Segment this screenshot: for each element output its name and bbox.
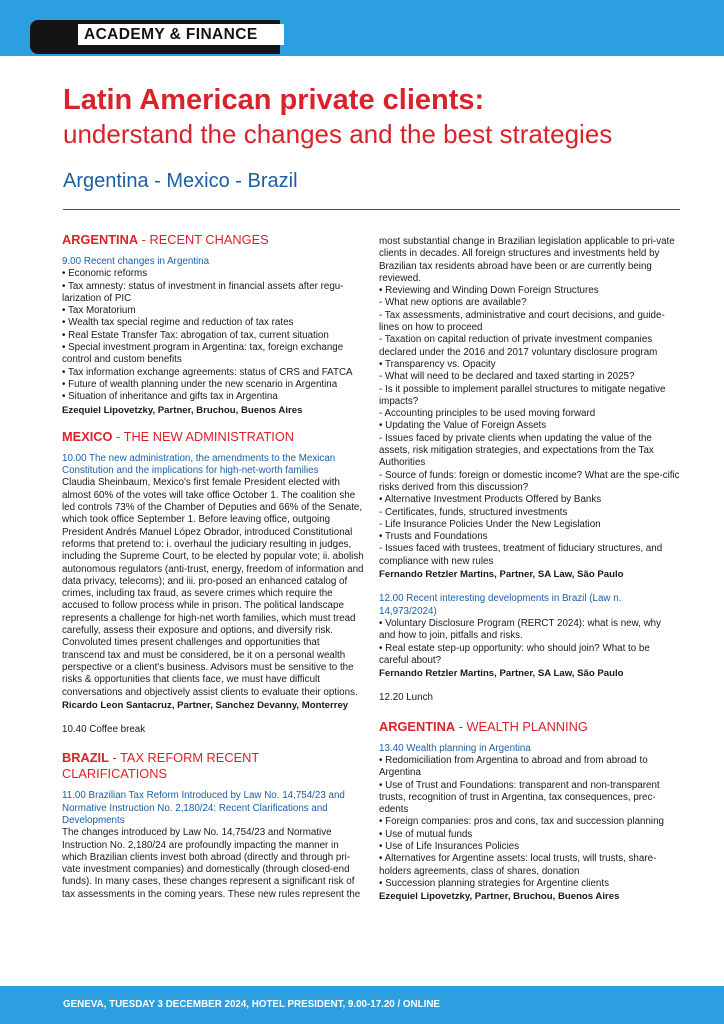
- section-heading-mexico: MEXICO - THE NEW ADMINISTRATION: [62, 428, 295, 444]
- title-divider: [63, 209, 680, 210]
- page-title: Latin American private clients:: [63, 84, 485, 116]
- speaker: Fernando Retzler Martins, Partner, SA Law, São Paulo: [379, 569, 624, 581]
- list-item: • Tax information exchange agreements: status of CRS and FATCA: [62, 366, 353, 378]
- list-item: - Life Insurance Policies Under the New Legislation: [379, 518, 601, 530]
- list-item: • Special investment program in Argentina: tax, foreign exchange control and custom benefits: [62, 342, 344, 366]
- session-title-wealth-planning: 13.40 Wealth planning in Argentina: [379, 742, 531, 754]
- list-item: • Tax amnesty: status of investment in financial assets after regu-larization of PIC: [62, 280, 344, 304]
- list-item: • Transparency vs. Opacity: [379, 358, 496, 370]
- list-item: • Real estate step-up opportunity: who should join? What to be careful about?: [379, 642, 650, 666]
- session-body: most substantial change in Brazilian legislation applicable to pri-vate clients in decades. All foreign structures and investments held by Brazilian tax residents abroad have been or are currently being reviewed.: [379, 236, 675, 284]
- list-item: • Succession planning strategies for Argentine clients: [379, 877, 609, 889]
- list-item: • Future of wealth planning under the new scenario in Argentina: [62, 378, 338, 390]
- list-item: • Economic reforms: [62, 268, 148, 280]
- list-item: • Situation of inheritance and gifts tax in Argentina: [62, 391, 278, 403]
- list-item: - Issues faced by private clients when updating the value of the assets, risk mitigation strategies, and expectations from the Tax Authorities: [379, 432, 654, 469]
- list-item: • Real Estate Transfer Tax: abrogation of tax, current situation: [62, 329, 329, 341]
- section-heading-argentina-wealth: ARGENTINA - WEALTH PLANNING: [379, 718, 588, 734]
- speaker: Ricardo Leon Santacruz, Partner, Sanchez Devanny, Monterrey: [62, 699, 349, 711]
- session-title-brazil-developments: 12.00 Recent interesting developments in Brazil (Law n. 14,973/2024): [379, 593, 622, 617]
- list-item: - Accounting principles to be used moving forward: [379, 408, 596, 420]
- speaker: Fernando Retzler Martins, Partner, SA Law, São Paulo: [379, 668, 624, 680]
- session-body: The changes introduced by Law No. 14,754/23 and Normative Instruction No. 2,180/24 are profoundly impacting the manner in which Brazilian clients invest both abroad (directly and through pri-vate investment companies) and domestically (through closed-end funds). In many cases, these changes represent a significant risk of tax assessments in the coming years. These new rules represent the: [62, 827, 361, 900]
- list-item: - Is it possible to implement parallel structures to mitigate negative impacts?: [379, 383, 666, 407]
- section-heading-argentina-recent: ARGENTINA - RECENT CHANGES: [62, 232, 269, 247]
- list-item: • Trusts and Foundations: [379, 531, 488, 543]
- section-heading-brazil: BRAZIL - TAX REFORM RECENT CLARIFICATIONS: [62, 750, 259, 782]
- list-item: - What will need to be declared and taxed starting in 2025?: [379, 371, 635, 383]
- list-item: - What new options are available?: [379, 297, 527, 309]
- left-column: [62, 232, 364, 901]
- list-item: • Use of Trust and Foundations: transparent and non-transparent trusts, recognition of trust in Argentina, tax consequences, prec-edents: [379, 779, 660, 816]
- speaker: Ezequiel Lipovetzky, Partner, Bruchou, Buenos Aires: [379, 891, 620, 903]
- list-item: - Certificates, funds, structured investments: [379, 506, 568, 518]
- list-item: - Taxation on capital reduction of private investment companies declared under the 2016 and 2017 voluntary disclosure program: [379, 334, 658, 358]
- section-badge: [30, 20, 280, 54]
- session-title-brazil-reform: 11.00 Brazilian Tax Reform Introduced by Law No. 14,754/23 and Normative Instruction No. 2,180/24: Recent Clarifications and Developments: [62, 790, 345, 826]
- list-item: • Tax Moratorium: [62, 305, 136, 317]
- list-item: • Updating the Value of Foreign Assets: [379, 420, 547, 432]
- list-item: - Issues faced with trustees, treatment of fiduciary structures, and compliance with new rules: [379, 543, 663, 567]
- session-body: Claudia Sheinbaum, Mexico's first female President elected with almost 60% of the votes will take office October 1. The coalition she led controls 73% of the Chamber of Deputies and 66% of the Senate, which took office September 1. Before leaving office, outgoing President Andrés Manuel López Obrador, introduced Constitutional reforms that pretend to: i. overhaul the judiciary resulting in judges, including the Supreme Court, to be elected by popular vote; ii. abolish autonomous regulators (anti-trust, energy, freedom of information and data privacy, telecoms); and iii. pro-posed an enhanced catalog of crimes, including tax fraud, as severe crimes which require the accused to follow process while in prison. The political landscape represents a challenge for high-net worth families, which must tread carefully, assess their exposure and options, and diversify risk. Convoluted times present challenges and opportunities that transcend tax and must be considered, be it on a personal wealth perspective or a client's business. Advisors must be sensitive to the risks & opportunities that clients face, we must have difficult conversations and objectively assist clients to evaluate their options.: [62, 477, 364, 698]
- list-item: • Use of Life Insurances Policies: [379, 841, 520, 853]
- list-item: • Wealth tax special regime and reduction of tax rates: [62, 317, 294, 329]
- list-item: • Alternatives for Argentine assets: local trusts, will trusts, share-holders agreements, class of shares, donation: [379, 853, 657, 877]
- session-title-recent-changes: 9.00 Recent changes in Argentina: [62, 256, 210, 267]
- coffee-break: 10.40 Coffee break: [62, 724, 146, 736]
- footer-bar: GENEVA, TUESDAY 3 DECEMBER 2024, HOTEL PRESIDENT, 9.00-17.20 / ONLINE: [0, 986, 724, 1024]
- speaker: Ezequiel Lipovetzky, Partner, Bruchou, Buenos Aires: [62, 404, 303, 416]
- session-title-mexico: 10.00 The new administration, the amendments to the Mexican Constitution and the implications for high-net-worth families: [62, 452, 336, 477]
- list-item: - Source of funds: foreign or domestic income? What are the spe-cific risks derived from this discussion?: [379, 469, 680, 493]
- list-item: • Reviewing and Winding Down Foreign Structures: [379, 285, 599, 297]
- page-subtitle: understand the changes and the best strategies: [63, 119, 613, 149]
- list-item: • Voluntary Disclosure Program (RERCT 2024): what is new, why and how to join, pitfalls and risks.: [379, 617, 662, 642]
- right-column: [379, 236, 680, 916]
- list-item: • Redomiciliation from Argentina to abroad and from abroad to Argentina: [379, 754, 648, 779]
- list-item: • Foreign companies: pros and cons, tax and succession planning: [379, 816, 664, 828]
- countries-subtitle: Argentina - Mexico - Brazil: [63, 170, 298, 192]
- list-item: • Use of mutual funds: [379, 828, 473, 840]
- list-item: - Tax assessments, administrative and court decisions, and guide-lines on how to proceed: [379, 309, 665, 334]
- badge-label: ACADEMY & FINANCE: [78, 24, 284, 45]
- lunch-break: 12.20 Lunch: [379, 692, 433, 704]
- list-item: • Alternative Investment Products Offered by Banks: [379, 494, 602, 506]
